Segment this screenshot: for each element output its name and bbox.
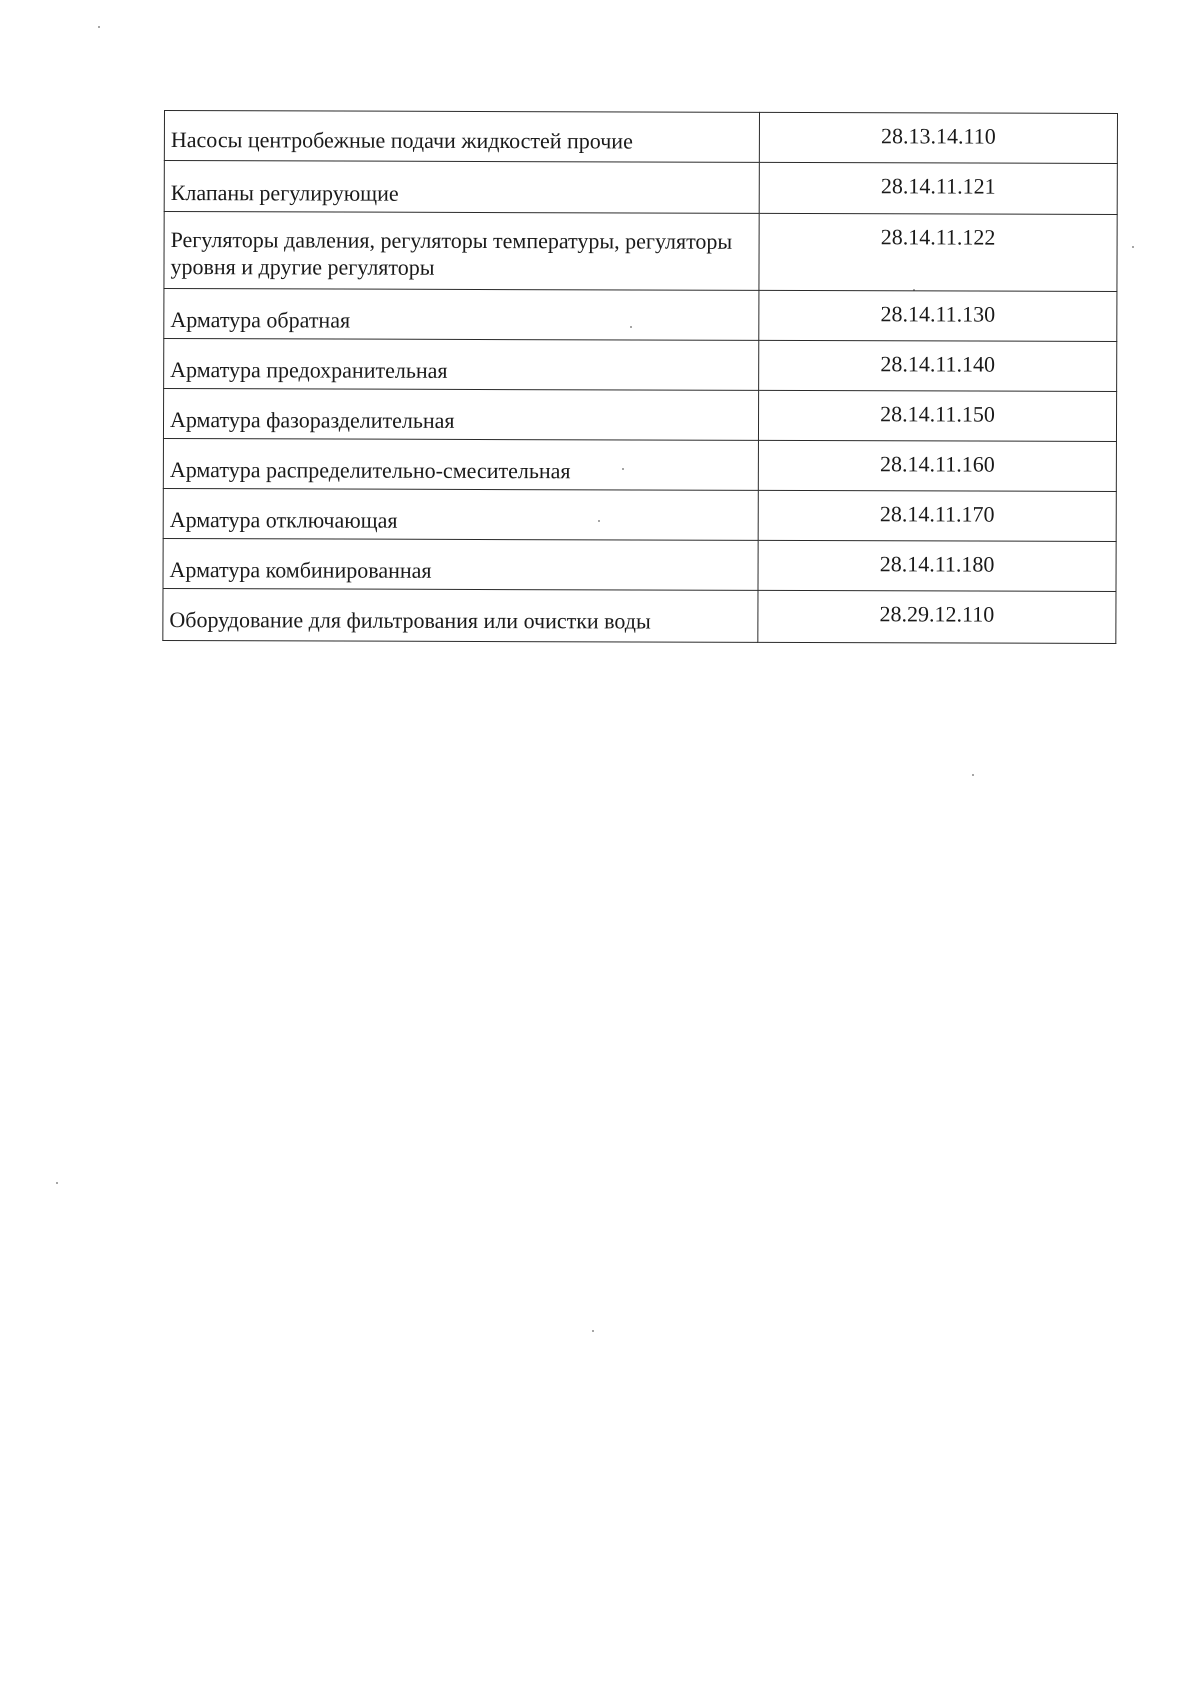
product-name-cell: [163, 438, 758, 490]
product-name: Арматура распределительно-смесительная: [169, 457, 571, 484]
classification-table: [162, 110, 1118, 644]
table-row: [163, 488, 1116, 541]
product-code: 28.14.11.170: [879, 501, 995, 527]
table-row: [163, 389, 1116, 442]
product-name: Арматура фазоразделительная: [169, 407, 455, 433]
product-code-cell: [759, 213, 1117, 291]
product-code-cell: [758, 490, 1116, 541]
product-code: 28.13.14.110: [881, 123, 996, 149]
product-name: Арматура обратная: [170, 307, 351, 333]
product-name-cell: [164, 339, 759, 391]
product-code: 28.14.11.160: [880, 451, 995, 477]
table-row: [164, 212, 1117, 292]
product-code-cell: [758, 590, 1116, 643]
product-code-cell: [759, 162, 1117, 214]
product-code: 28.29.12.110: [879, 601, 995, 627]
product-name-cell: [164, 212, 759, 291]
table-row: [164, 289, 1117, 342]
scan-speck: [972, 774, 974, 776]
product-name: Клапаны регулирующие: [170, 180, 399, 206]
scan-speck: [592, 1330, 594, 1332]
product-code-cell: [758, 540, 1116, 591]
product-code: 28.14.11.140: [880, 351, 996, 377]
product-name-cell: [163, 389, 758, 441]
product-name-cell: [163, 488, 758, 540]
product-code-cell: [759, 340, 1117, 391]
table-row: [163, 438, 1116, 491]
product-name: Оборудование для фильтрования или очистки воды: [169, 607, 651, 634]
product-name: Арматура отключающая: [169, 507, 398, 533]
product-code-cell: [759, 290, 1117, 341]
product-name: Арматура комбинированная: [169, 557, 432, 583]
product-code-cell: [758, 390, 1116, 441]
scan-speck: [56, 1182, 58, 1184]
product-code: 28.14.11.121: [880, 173, 996, 199]
product-name-cell: [164, 289, 759, 341]
product-code: 28.14.11.150: [880, 401, 995, 427]
product-name-cell: [164, 111, 759, 163]
table-row: [163, 588, 1116, 643]
table-row: [163, 538, 1116, 591]
product-name-cell: [163, 538, 758, 590]
product-name: Насосы центробежные подачи жидкостей прочие: [170, 127, 633, 154]
scan-speck: [1132, 246, 1134, 248]
table-row: [164, 339, 1117, 392]
product-name-cell: [164, 161, 759, 214]
product-code: 28.14.11.130: [880, 301, 996, 327]
scan-speck: [98, 26, 100, 28]
table-row: [164, 161, 1117, 215]
product-code: 28.14.11.180: [879, 551, 995, 577]
product-code: 28.14.11.122: [880, 224, 996, 250]
product-code-cell: [758, 440, 1116, 491]
product-name: Арматура предохранительная: [170, 357, 448, 383]
table-row: [164, 111, 1117, 164]
product-name: Регуляторы давления, регуляторы температуры, регуляторы уровня и другие регуляторы: [170, 227, 733, 280]
product-code-cell: [759, 112, 1117, 163]
product-name-cell: [163, 588, 758, 642]
